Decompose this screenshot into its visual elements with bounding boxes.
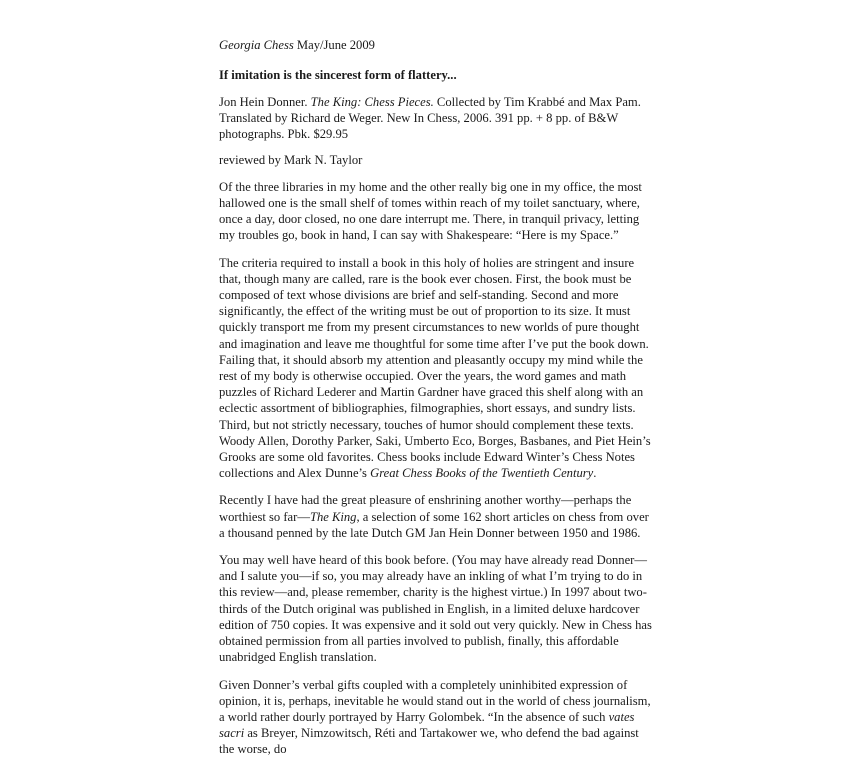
masthead xyxy=(219,37,655,55)
paragraph-5-text: Given Donner’s verbal gifts coupled with a completely uninhibited expression of opinion, it is, perhaps, inevitable he would stand out in the world of chess journalism, a world rather dourly portrayed by Harry Golombek. “In the absence of such xyxy=(219,677,651,724)
magazine-name: Georgia Chess xyxy=(219,38,294,52)
book-citation xyxy=(219,94,655,143)
article-column xyxy=(219,37,655,758)
paragraph-5-latin-phrase: vates sacri xyxy=(219,709,635,741)
reviewer-byline: reviewed by Mark N. Taylor xyxy=(219,152,363,167)
body-paragraph-2 xyxy=(219,255,655,482)
citation-author: Jon Hein Donner. xyxy=(219,95,311,109)
paragraph-3-text: Recently I have had the great pleasure of enshrining another worthy—perhaps the worthiest so far— xyxy=(219,493,632,524)
body-paragraph-1: Of the three libraries in my home and the other really big one in my office, the most hallowed one is the small shelf of tomes within reach of my toilet sanctuary, where, once a day, door closed, no one dare interrupt me. There, in tranquil privacy, letting my troubles go, book in hand, I can say with Shakespeare: “Here is my Space.” xyxy=(219,179,642,243)
paragraph-3-end: , a selection of some 162 short articles on chess from over a thousand penned by the late Dutch GM Jan Hein Donner between 1950 and 1986. xyxy=(219,509,649,540)
body-paragraph-5 xyxy=(219,677,655,758)
paragraph-3-book-title: The King xyxy=(309,509,357,524)
paragraph-2-end: . xyxy=(593,466,597,481)
article-headline: If imitation is the sincerest form of flattery... xyxy=(219,68,457,82)
body-paragraph-4: You may well have heard of this book before. (You may have already read Donner—and I salute you—if so, you may already have an inkling of what I’m trying to do in this review—and, please remember, charity is the highest virtue.) In 1997 about two-thirds of the Dutch original was published in English, in a limited deluxe hardcover edition of 750 copies. It was expensive and it sold out very quickly. New in Chess has obtained permission from all parties involved to publish, finally, this affordable unabridged English translation. xyxy=(219,553,652,665)
issue-date: May/June 2009 xyxy=(296,38,375,52)
citation-details: Collected by Tim Krabbé and Max Pam. Translated by Richard de Weger. New In Chess, 2006. 391 pp. + 8 pp. of B&W photographs. Pbk. $29.95 xyxy=(219,95,641,142)
citation-book-title: The King: Chess Pieces. xyxy=(310,95,434,109)
body-paragraph-3 xyxy=(219,492,655,541)
paragraph-2-book-title: Great Chess Books of the Twentieth Century xyxy=(370,466,594,481)
paragraph-2-text: The criteria required to install a book in this holy of holies are stringent and insure that, though many are called, rare is the book ever chosen. First, the book must be composed of text whose divisions are brief and self-standing. Second and more significantly, the effect of the writing must be out of proportion to its size. It must quickly transport me from my present circumstances to new worlds of pure thought and imagination and leave me thoughtful for some time after I’ve put the book down. Failing that, it should absorb my attention and pleasantly occupy my mind while the rest of my body is otherwise occupied. Over the years, the word games and math puzzles of Richard Lederer and Martin Gardner have graced this shelf along with an eclectic assortment of bibliographies, filmographies, short essays, and sundry lists. Third, but not strictly necessary, touches of humor should complement these texts. Woody Allen, Dorothy Parker, Saki, Umberto Eco, Borges, Basbanes, and Piet Hein’s Grooks are some old favorites. Chess books include Edward Winter’s Chess Notes collections and Alex Dunne’s xyxy=(219,255,651,481)
paragraph-5-end: as Breyer, Nimzowitsch, Réti and Tartakower we, who defend the bad against the worse, do xyxy=(219,726,639,757)
